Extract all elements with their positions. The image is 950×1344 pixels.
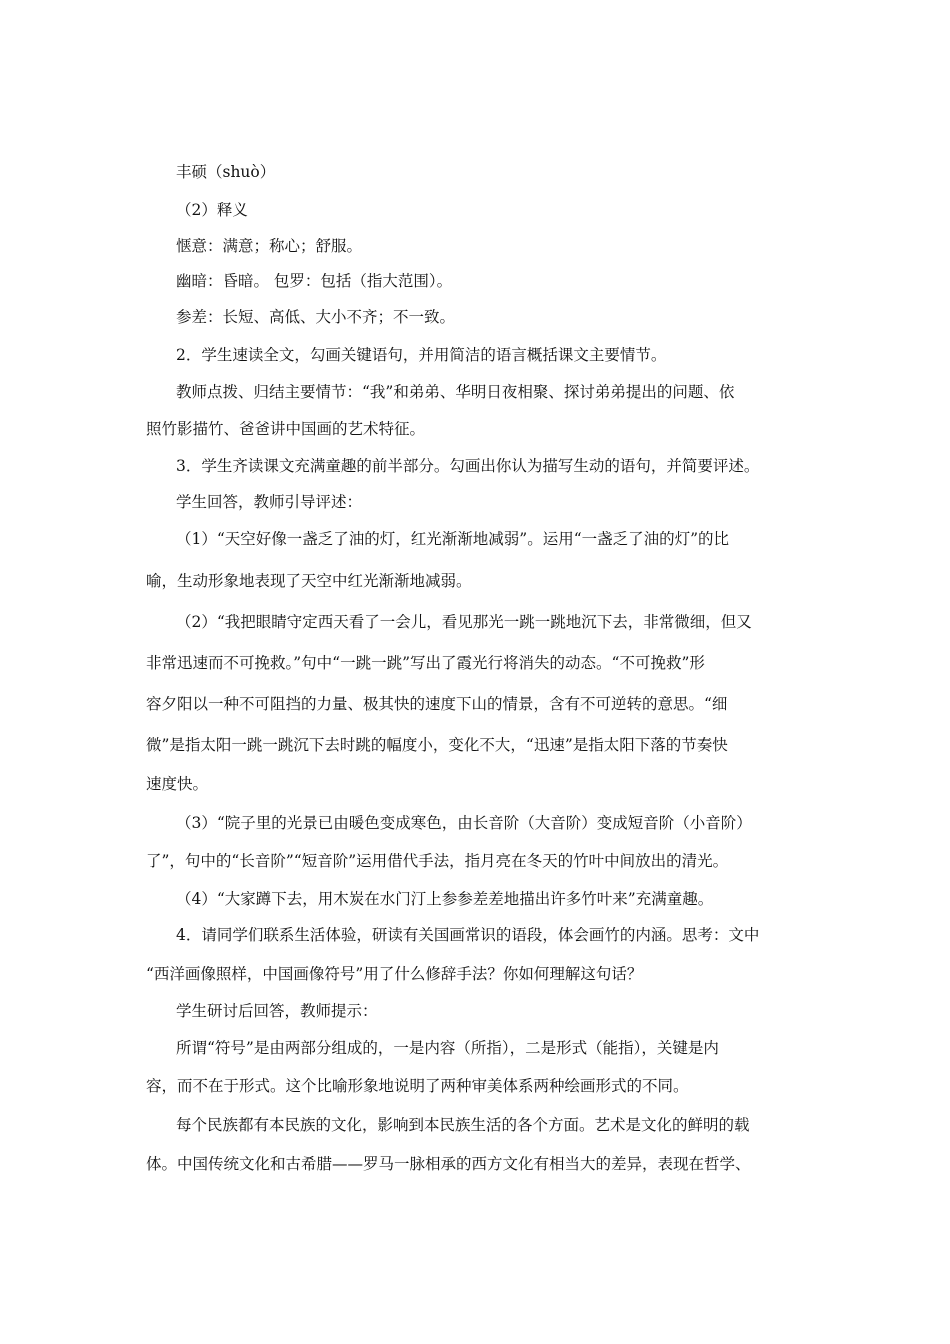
text-line: 容，而不在于形式。这个比喻形象地说明了两种审美体系两种绘画形式的不同。	[146, 1077, 689, 1095]
text-line: 教师点拨、归结主要情节：“我”和弟弟、华明日夜相聚、探讨弟弟提出的问题、依	[176, 383, 735, 401]
text-line: 微”是指太阳一跳一跳沉下去时跳的幅度小，变化不大，“迅速”是指太阳下落的节奏快	[146, 736, 728, 754]
text-line: 2．学生速读全文，勾画关键语句，并用简洁的语言概括课文主要情节。	[176, 346, 667, 364]
text-line: （1）“天空好像一盏乏了油的灯，红光渐渐地减弱”。运用“一盏乏了油的灯”的比	[176, 530, 730, 548]
text-line: 参差：长短、高低、大小不齐；不一致。	[176, 308, 456, 326]
text-line: 学生回答，教师引导评述：	[176, 493, 363, 511]
text-line: 喻，生动形象地表现了天空中红光渐渐地减弱。	[146, 572, 472, 590]
text-line: 速度快。	[146, 775, 209, 793]
text-line: 非常迅速而不可挽救。”句中“一跳一跳”写出了霞光行将消失的动态。“不可挽救”形	[146, 654, 705, 672]
text-line: （2）释义	[176, 201, 248, 219]
text-line: 3．学生齐读课文充满童趣的前半部分。勾画出你认为描写生动的语句，并简要评述。	[176, 457, 760, 475]
text-line: 所谓“符号”是由两部分组成的，一是内容（所指），二是形式（能指），关键是内	[176, 1039, 719, 1057]
text-line: 学生研讨后回答，教师提示：	[176, 1002, 378, 1020]
text-line: （4）“大家蹲下去，用木炭在水门汀上参参差差地描出许多竹叶来”充满童趣。	[176, 890, 714, 908]
text-line: 容夕阳以一种不可阻挡的力量、极其快的速度下山的情景，含有不可逆转的意思。“细	[146, 695, 728, 713]
text-line: （2）“我把眼睛守定西天看了一会儿，看见那光一跳一跳地沉下去，非常微细，但又	[176, 613, 752, 631]
text-line: 体。中国传统文化和古希腊——罗马一脉相承的西方文化有相当大的差异，表现在哲学、	[146, 1155, 751, 1173]
text-line: 惬意：满意；称心；舒服。	[176, 237, 363, 255]
text-line: “西洋画像照样，中国画像符号”用了什么修辞手法？你如何理解这句话？	[146, 965, 643, 983]
text-line: 幽暗：昏暗。 包罗：包括（指大范围）。	[176, 272, 453, 290]
text-line: （3）“院子里的光景已由暖色变成寒色，由长音阶（大音阶）变成短音阶（小音阶）	[176, 814, 752, 832]
text-line: 每个民族都有本民族的文化，影响到本民族生活的各个方面。艺术是文化的鲜明的载	[176, 1116, 750, 1134]
text-line: 丰硕（shuò）	[176, 163, 276, 181]
text-line: 了”，句中的“长音阶”“短音阶”运用借代手法，指月亮在冬天的竹叶中间放出的清光。	[146, 852, 729, 870]
text-line: 照竹影描竹、爸爸讲中国画的艺术特征。	[146, 420, 426, 438]
text-line: 4．请同学们联系生活体验，研读有关国画常识的语段，体会画竹的内涵。思考：文中	[176, 926, 760, 944]
